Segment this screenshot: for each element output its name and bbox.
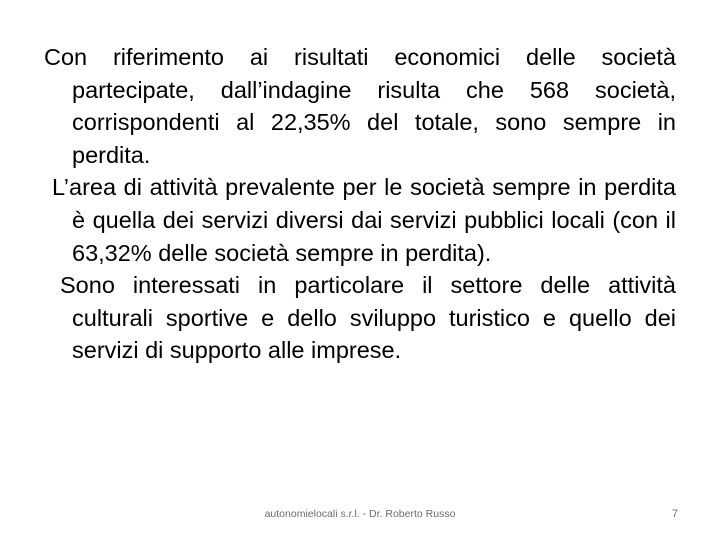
paragraph-sectors: Sono interessati in particolare il settore delle attività culturali sportive e dello sviluppo turistico e quello dei servizi di supporto alle imprese. <box>60 272 676 364</box>
slide-body <box>44 41 676 367</box>
paragraph-losses-count: Con riferimento ai risultati economici delle società partecipate, dall’indagine risulta che 568 società, corrispondenti al 22,35% del totale, sono sempre in perdita. <box>44 44 676 168</box>
page-number: 7 <box>671 508 678 520</box>
paragraph-activity-area: L’area di attività prevalente per le società sempre in perdita è quella dei servizi diversi dai servizi pubblici locali (con il 63,32% delle società sempre in perdita). <box>52 174 676 266</box>
footer-author: autonomielocali s.r.l. - Dr. Roberto Russo <box>264 508 456 520</box>
